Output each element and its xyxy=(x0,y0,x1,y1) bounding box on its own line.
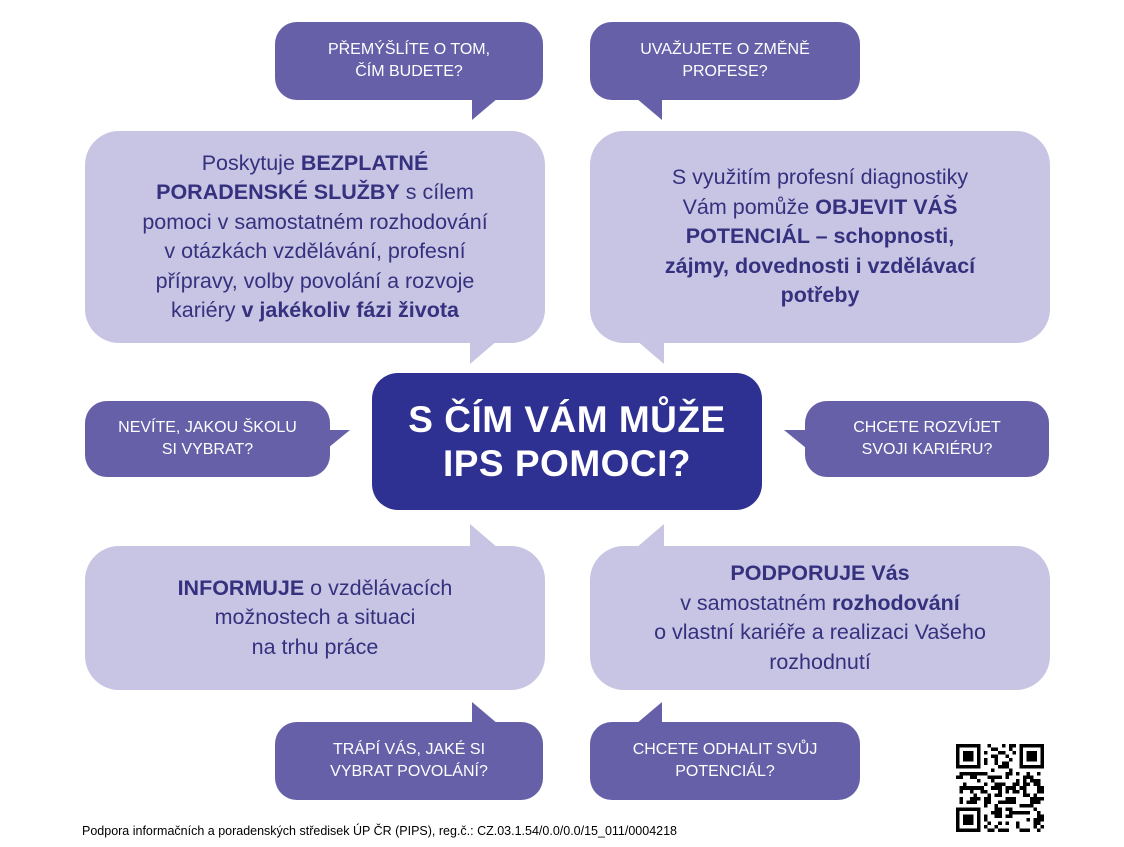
question-line: CHCETE ROZVÍJET xyxy=(853,419,1001,436)
question-line: SI VYBRAT? xyxy=(161,441,254,458)
info-text-bold: INFORMUJE xyxy=(177,575,305,600)
info-bubble-bottom-left xyxy=(85,546,545,690)
tail-q-mid-right xyxy=(784,430,806,448)
info-text: S využitím profesní diagnostiky xyxy=(671,165,969,190)
info-text: v samostatném xyxy=(680,590,832,615)
info-text: v otázkách vzdělávání, profesní xyxy=(164,239,466,263)
question-line: SVOJI KARIÉRU? xyxy=(861,441,993,458)
info-text-bold: BEZPLATNÉ xyxy=(300,150,429,175)
question-line: NEVÍTE, JAKOU ŠKOLU xyxy=(118,419,297,436)
info-text: o vzdělávacích xyxy=(304,575,453,600)
info-text: o vlastní kariéře a realizaci Vašeho xyxy=(654,620,986,644)
info-bubble-bottom-right xyxy=(590,546,1050,690)
tail-q-mid-left xyxy=(328,430,350,448)
question-bubble-top-left xyxy=(275,22,543,100)
info-text: pomoci v samostatném rozhodování xyxy=(142,209,488,234)
question-bubble-top-right xyxy=(590,22,860,100)
info-text: s cílem xyxy=(399,180,474,204)
info-text: Vám pomůže xyxy=(682,194,816,219)
center-title-bubble xyxy=(372,373,762,510)
footer-text: Podpora informačních a poradenských středisek ÚP ČR (PIPS), reg.č.: CZ.03.1.54/0.0/0.0/15_011/0004218 xyxy=(82,824,678,838)
question-bubble-mid-left xyxy=(85,401,330,477)
info-text-bold: PODPORUJE Vás xyxy=(730,561,910,585)
info-text-bold: OBJEVIT VÁŠ xyxy=(815,194,958,219)
info-bubble-top-right xyxy=(590,131,1050,343)
question-line: PROFESE? xyxy=(682,63,768,80)
info-text: přípravy, volby povolání a rozvoje xyxy=(155,268,475,293)
question-line: PŘEMÝŠLÍTE O TOM, xyxy=(327,41,491,58)
center-title-line: S ČÍM VÁM MŮŽE xyxy=(408,398,726,440)
info-text-bold: PORADENSKÉ SLUŽBY xyxy=(156,180,400,204)
tail-info-bottom-right xyxy=(636,524,664,548)
tail-q-top-left xyxy=(472,98,498,120)
question-line: VYBRAT POVOLÁNÍ? xyxy=(330,763,488,780)
info-text-bold: POTENCIÁL – schopnosti, xyxy=(685,224,955,249)
info-text-bold: zájmy, dovednosti i vzdělávací xyxy=(664,253,976,278)
question-line: UVAŽUJETE O ZMĚNĚ xyxy=(640,41,810,58)
info-text: na trhu práce xyxy=(251,634,379,659)
info-bubble-top-left xyxy=(85,131,545,343)
tail-info-top-right xyxy=(636,340,664,364)
info-text: kariéry xyxy=(171,298,242,322)
info-text-bold: potřeby xyxy=(780,283,860,308)
question-line: CHCETE ODHALIT SVŮJ xyxy=(632,741,818,758)
question-line: ČÍM BUDETE? xyxy=(355,63,463,80)
question-line: POTENCIÁL? xyxy=(675,763,775,780)
tail-q-bottom-right xyxy=(636,702,662,724)
tail-info-bottom-left xyxy=(470,524,498,548)
info-text-bold: v jakékoliv fázi života xyxy=(241,298,459,322)
tail-q-bottom-left xyxy=(472,702,498,724)
info-text-bold: rozhodování xyxy=(831,590,960,615)
info-text: možnostech a situaci xyxy=(214,605,416,630)
tail-q-top-right xyxy=(636,98,662,120)
info-text: Poskytuje xyxy=(201,150,301,175)
qr-code-icon xyxy=(956,744,1044,832)
question-line: TRÁPÍ VÁS, JAKÉ SI xyxy=(332,741,486,758)
question-bubble-bottom-left xyxy=(275,722,543,800)
center-title-line: IPS POMOCI? xyxy=(442,442,692,484)
question-bubble-bottom-right xyxy=(590,722,860,800)
tail-info-top-left xyxy=(470,340,498,364)
question-bubble-mid-right xyxy=(805,401,1049,477)
info-text: rozhodnutí xyxy=(769,649,871,674)
